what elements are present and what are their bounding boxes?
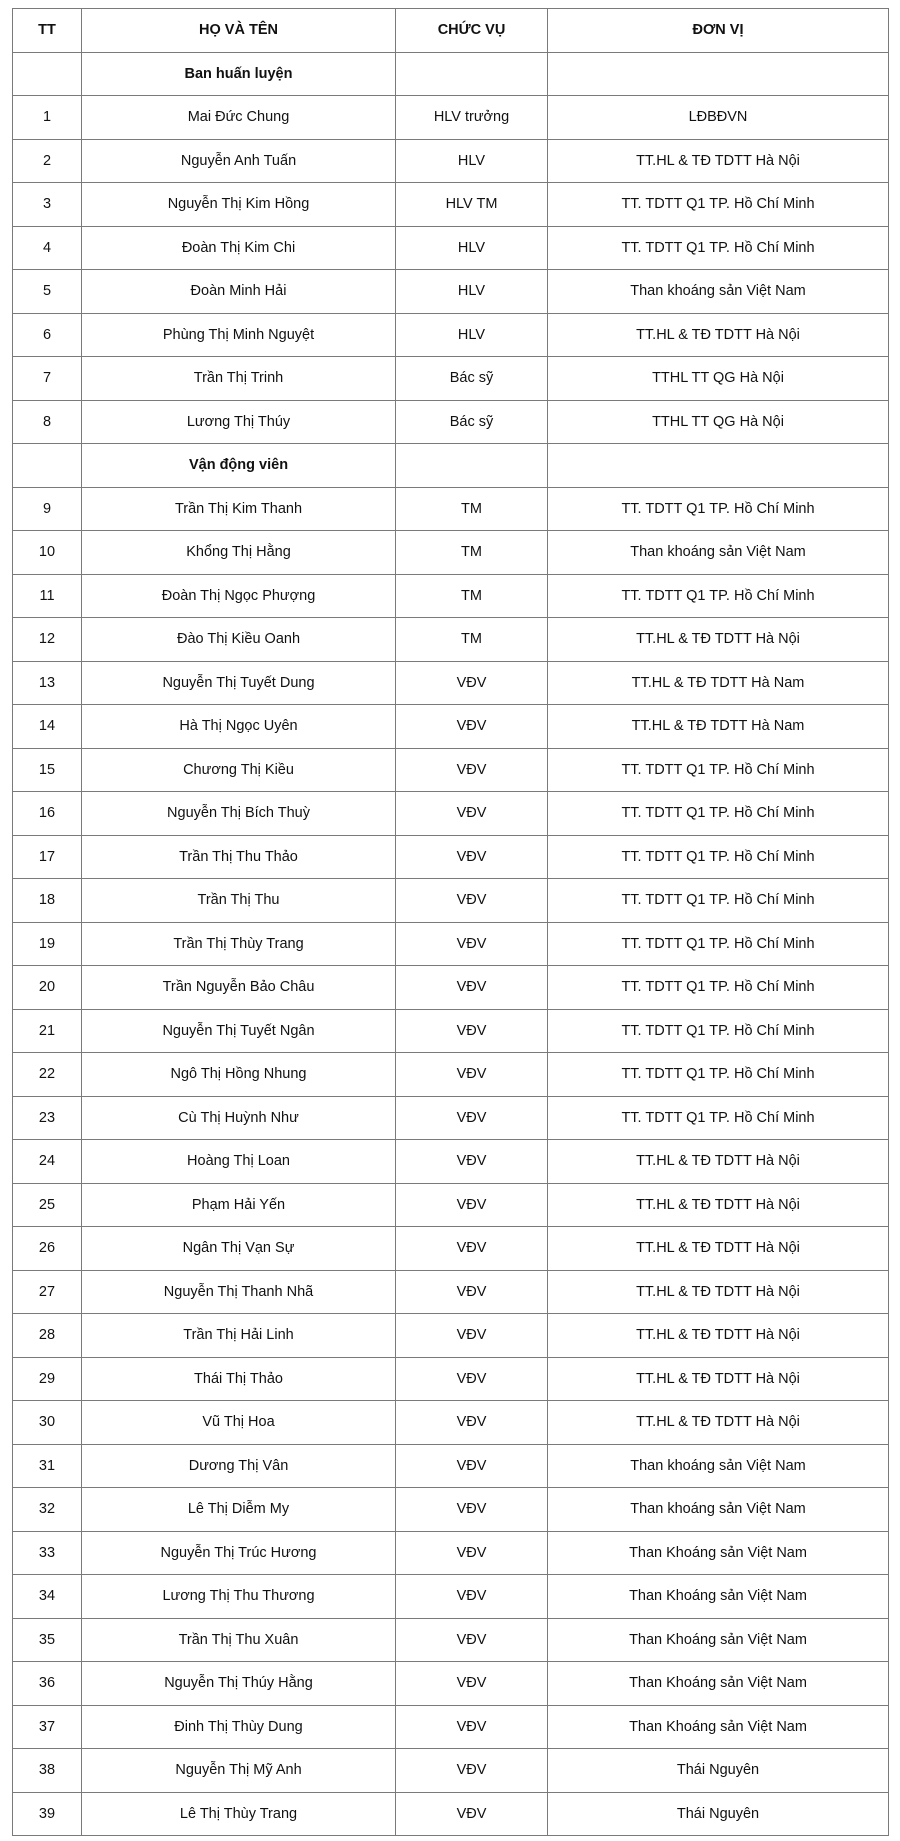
row-name: Nguyễn Thị Thúy Hằng <box>82 1662 396 1706</box>
row-unit: Than Khoáng sản Việt Nam <box>548 1575 889 1619</box>
table-row <box>13 705 889 749</box>
row-tt: 29 <box>13 1357 82 1401</box>
row-tt: 23 <box>13 1096 82 1140</box>
section-title: Vận động viên <box>82 444 396 488</box>
row-tt: 17 <box>13 835 82 879</box>
row-name: Nguyễn Thị Bích Thuỳ <box>82 792 396 836</box>
row-name: Trần Thị Kim Thanh <box>82 487 396 531</box>
row-name: Nguyễn Thị Thanh Nhã <box>82 1270 396 1314</box>
row-role: HLV <box>396 226 548 270</box>
header-tt: TT <box>13 9 82 53</box>
row-name: Thái Thị Thảo <box>82 1357 396 1401</box>
row-tt: 10 <box>13 531 82 575</box>
row-tt: 19 <box>13 922 82 966</box>
table-row <box>13 618 889 662</box>
table-row <box>13 574 889 618</box>
row-name: Trần Thị Trinh <box>82 357 396 401</box>
row-name: Vũ Thị Hoa <box>82 1401 396 1445</box>
row-role: VĐV <box>396 1009 548 1053</box>
row-unit: TT.HL & TĐ TDTT Hà Nội <box>548 618 889 662</box>
row-role: VĐV <box>396 705 548 749</box>
table-row <box>13 1749 889 1793</box>
table-row <box>13 661 889 705</box>
row-role: TM <box>396 531 548 575</box>
row-tt: 21 <box>13 1009 82 1053</box>
row-role: VĐV <box>396 1749 548 1793</box>
row-tt: 39 <box>13 1792 82 1836</box>
header-unit: ĐƠN VỊ <box>548 9 889 53</box>
row-name: Lương Thị Thu Thương <box>82 1575 396 1619</box>
row-role: VĐV <box>396 1401 548 1445</box>
row-unit: TT. TDTT Q1 TP. Hồ Chí Minh <box>548 1009 889 1053</box>
row-tt: 34 <box>13 1575 82 1619</box>
row-unit: TT. TDTT Q1 TP. Hồ Chí Minh <box>548 966 889 1010</box>
table-row <box>13 1227 889 1271</box>
row-name: Ngân Thị Vạn Sự <box>82 1227 396 1271</box>
row-role: VĐV <box>396 1096 548 1140</box>
row-tt: 14 <box>13 705 82 749</box>
row-unit: TT.HL & TĐ TDTT Hà Nam <box>548 705 889 749</box>
row-name: Đào Thị Kiều Oanh <box>82 618 396 662</box>
row-unit: Than Khoáng sản Việt Nam <box>548 1531 889 1575</box>
row-unit: TT. TDTT Q1 TP. Hồ Chí Minh <box>548 835 889 879</box>
row-name: Phùng Thị Minh Nguyệt <box>82 313 396 357</box>
table-row <box>13 1618 889 1662</box>
row-role: Bác sỹ <box>396 357 548 401</box>
row-name: Trần Thị Hải Linh <box>82 1314 396 1358</box>
row-tt: 24 <box>13 1140 82 1184</box>
table-row <box>13 1401 889 1445</box>
row-tt: 13 <box>13 661 82 705</box>
row-role: VĐV <box>396 792 548 836</box>
row-unit: TT. TDTT Q1 TP. Hồ Chí Minh <box>548 748 889 792</box>
row-tt: 35 <box>13 1618 82 1662</box>
table-row <box>13 487 889 531</box>
row-unit: Thái Nguyên <box>548 1792 889 1836</box>
row-role: HLV trưởng <box>396 96 548 140</box>
section-role-cell <box>396 52 548 96</box>
row-name: Nguyễn Anh Tuấn <box>82 139 396 183</box>
row-unit: TT. TDTT Q1 TP. Hồ Chí Minh <box>548 1096 889 1140</box>
table-row <box>13 835 889 879</box>
header-row <box>13 9 889 53</box>
row-name: Chương Thị Kiều <box>82 748 396 792</box>
table-row <box>13 183 889 227</box>
row-name: Đoàn Minh Hải <box>82 270 396 314</box>
row-name: Hoàng Thị Loan <box>82 1140 396 1184</box>
row-unit: Than khoáng sản Việt Nam <box>548 270 889 314</box>
row-unit: Than Khoáng sản Việt Nam <box>548 1662 889 1706</box>
row-tt: 12 <box>13 618 82 662</box>
roster-body <box>13 52 889 1836</box>
row-role: VĐV <box>396 1488 548 1532</box>
row-unit: TT.HL & TĐ TDTT Hà Nội <box>548 1357 889 1401</box>
row-role: TM <box>396 618 548 662</box>
row-unit: TT.HL & TĐ TDTT Hà Nội <box>548 139 889 183</box>
row-unit: TT. TDTT Q1 TP. Hồ Chí Minh <box>548 879 889 923</box>
row-unit: TTHL TT QG Hà Nội <box>548 400 889 444</box>
row-tt: 36 <box>13 1662 82 1706</box>
row-unit: Than khoáng sản Việt Nam <box>548 1444 889 1488</box>
row-role: VĐV <box>396 1053 548 1097</box>
row-name: Nguyễn Thị Trúc Hương <box>82 1531 396 1575</box>
row-role: TM <box>396 487 548 531</box>
row-role: VĐV <box>396 879 548 923</box>
table-row <box>13 1053 889 1097</box>
row-tt: 32 <box>13 1488 82 1532</box>
row-unit: Than Khoáng sản Việt Nam <box>548 1705 889 1749</box>
row-name: Nguyễn Thị Tuyết Ngân <box>82 1009 396 1053</box>
row-name: Trần Nguyễn Bảo Châu <box>82 966 396 1010</box>
row-name: Cù Thị Huỳnh Như <box>82 1096 396 1140</box>
row-unit: TT. TDTT Q1 TP. Hồ Chí Minh <box>548 183 889 227</box>
row-unit: TT. TDTT Q1 TP. Hồ Chí Minh <box>548 792 889 836</box>
row-name: Nguyễn Thị Tuyết Dung <box>82 661 396 705</box>
row-role: VĐV <box>396 1314 548 1358</box>
table-row <box>13 270 889 314</box>
header-name: HỌ VÀ TÊN <box>82 9 396 53</box>
row-tt: 37 <box>13 1705 82 1749</box>
table-row <box>13 357 889 401</box>
row-role: HLV <box>396 313 548 357</box>
row-name: Nguyễn Thị Kim Hồng <box>82 183 396 227</box>
section-row <box>13 52 889 96</box>
row-role: VĐV <box>396 1531 548 1575</box>
row-tt: 25 <box>13 1183 82 1227</box>
row-tt: 4 <box>13 226 82 270</box>
row-tt: 27 <box>13 1270 82 1314</box>
table-row <box>13 1792 889 1836</box>
table-row <box>13 1662 889 1706</box>
row-role: Bác sỹ <box>396 400 548 444</box>
row-unit: TT. TDTT Q1 TP. Hồ Chí Minh <box>548 922 889 966</box>
row-name: Nguyễn Thị Mỹ Anh <box>82 1749 396 1793</box>
row-unit: TTHL TT QG Hà Nội <box>548 357 889 401</box>
row-role: VĐV <box>396 661 548 705</box>
row-unit: TT. TDTT Q1 TP. Hồ Chí Minh <box>548 574 889 618</box>
row-role: VĐV <box>396 1662 548 1706</box>
row-name: Trần Thị Thu <box>82 879 396 923</box>
table-row <box>13 226 889 270</box>
row-tt: 20 <box>13 966 82 1010</box>
row-name: Phạm Hải Yến <box>82 1183 396 1227</box>
row-role: VĐV <box>396 1575 548 1619</box>
row-name: Đoàn Thị Kim Chi <box>82 226 396 270</box>
row-tt: 22 <box>13 1053 82 1097</box>
row-name: Ngô Thị Hồng Nhung <box>82 1053 396 1097</box>
row-role: VĐV <box>396 1618 548 1662</box>
table-row <box>13 879 889 923</box>
table-row <box>13 96 889 140</box>
table-row <box>13 1488 889 1532</box>
row-unit: TT.HL & TĐ TDTT Hà Nam <box>548 661 889 705</box>
table-row <box>13 1357 889 1401</box>
row-role: VĐV <box>396 1270 548 1314</box>
table-row <box>13 1183 889 1227</box>
row-unit: Than khoáng sản Việt Nam <box>548 1488 889 1532</box>
table-row <box>13 1096 889 1140</box>
table-row <box>13 1444 889 1488</box>
row-tt: 6 <box>13 313 82 357</box>
row-unit: TT. TDTT Q1 TP. Hồ Chí Minh <box>548 487 889 531</box>
row-unit: TT.HL & TĐ TDTT Hà Nội <box>548 1401 889 1445</box>
row-tt: 18 <box>13 879 82 923</box>
table-row <box>13 1140 889 1184</box>
row-role: HLV <box>396 270 548 314</box>
section-role-cell <box>396 444 548 488</box>
table-row <box>13 1575 889 1619</box>
row-unit: TT. TDTT Q1 TP. Hồ Chí Minh <box>548 1053 889 1097</box>
row-role: HLV TM <box>396 183 548 227</box>
row-unit: TT.HL & TĐ TDTT Hà Nội <box>548 1270 889 1314</box>
row-name: Khổng Thị Hằng <box>82 531 396 575</box>
row-tt: 38 <box>13 1749 82 1793</box>
row-role: VĐV <box>396 1140 548 1184</box>
row-tt: 15 <box>13 748 82 792</box>
row-unit: TT.HL & TĐ TDTT Hà Nội <box>548 1314 889 1358</box>
row-tt: 1 <box>13 96 82 140</box>
table-row <box>13 1270 889 1314</box>
row-tt: 3 <box>13 183 82 227</box>
row-role: VĐV <box>396 835 548 879</box>
row-unit: Thái Nguyên <box>548 1749 889 1793</box>
row-tt: 30 <box>13 1401 82 1445</box>
row-name: Đoàn Thị Ngọc Phượng <box>82 574 396 618</box>
row-tt: 28 <box>13 1314 82 1358</box>
row-tt: 11 <box>13 574 82 618</box>
row-role: VĐV <box>396 1792 548 1836</box>
row-name: Trần Thị Thùy Trang <box>82 922 396 966</box>
row-name: Hà Thị Ngọc Uyên <box>82 705 396 749</box>
row-tt: 26 <box>13 1227 82 1271</box>
row-unit: TT.HL & TĐ TDTT Hà Nội <box>548 313 889 357</box>
row-tt: 33 <box>13 1531 82 1575</box>
row-role: VĐV <box>396 1227 548 1271</box>
table-row <box>13 792 889 836</box>
row-tt: 16 <box>13 792 82 836</box>
row-role: VĐV <box>396 966 548 1010</box>
row-unit: TT.HL & TĐ TDTT Hà Nội <box>548 1227 889 1271</box>
section-tt-cell <box>13 52 82 96</box>
row-role: HLV <box>396 139 548 183</box>
section-tt-cell <box>13 444 82 488</box>
row-tt: 7 <box>13 357 82 401</box>
table-row <box>13 400 889 444</box>
row-name: Đinh Thị Thùy Dung <box>82 1705 396 1749</box>
row-tt: 8 <box>13 400 82 444</box>
row-name: Dương Thị Vân <box>82 1444 396 1488</box>
row-role: VĐV <box>396 922 548 966</box>
row-name: Lương Thị Thúy <box>82 400 396 444</box>
table-row <box>13 1705 889 1749</box>
table-row <box>13 1531 889 1575</box>
table-row <box>13 966 889 1010</box>
row-name: Trần Thị Thu Thảo <box>82 835 396 879</box>
row-unit: Than Khoáng sản Việt Nam <box>548 1618 889 1662</box>
row-tt: 2 <box>13 139 82 183</box>
row-role: VĐV <box>396 748 548 792</box>
table-row <box>13 313 889 357</box>
header-role: CHỨC VỤ <box>396 9 548 53</box>
row-tt: 5 <box>13 270 82 314</box>
row-name: Mai Đức Chung <box>82 96 396 140</box>
row-unit: Than khoáng sản Việt Nam <box>548 531 889 575</box>
row-role: VĐV <box>396 1357 548 1401</box>
row-role: TM <box>396 574 548 618</box>
row-tt: 9 <box>13 487 82 531</box>
table-row <box>13 748 889 792</box>
row-name: Lê Thị Diễm My <box>82 1488 396 1532</box>
table-row <box>13 531 889 575</box>
table-row <box>13 139 889 183</box>
row-unit: TT.HL & TĐ TDTT Hà Nội <box>548 1140 889 1184</box>
section-unit-cell <box>548 444 889 488</box>
row-name: Lê Thị Thùy Trang <box>82 1792 396 1836</box>
row-name: Trần Thị Thu Xuân <box>82 1618 396 1662</box>
table-row <box>13 1314 889 1358</box>
section-row <box>13 444 889 488</box>
section-unit-cell <box>548 52 889 96</box>
row-role: VĐV <box>396 1705 548 1749</box>
row-unit: TT.HL & TĐ TDTT Hà Nội <box>548 1183 889 1227</box>
row-unit: TT. TDTT Q1 TP. Hồ Chí Minh <box>548 226 889 270</box>
row-role: VĐV <box>396 1183 548 1227</box>
row-role: VĐV <box>396 1444 548 1488</box>
section-title: Ban huấn luyện <box>82 52 396 96</box>
row-unit: LĐBĐVN <box>548 96 889 140</box>
table-row <box>13 922 889 966</box>
roster-table <box>12 8 889 1836</box>
row-tt: 31 <box>13 1444 82 1488</box>
table-row <box>13 1009 889 1053</box>
